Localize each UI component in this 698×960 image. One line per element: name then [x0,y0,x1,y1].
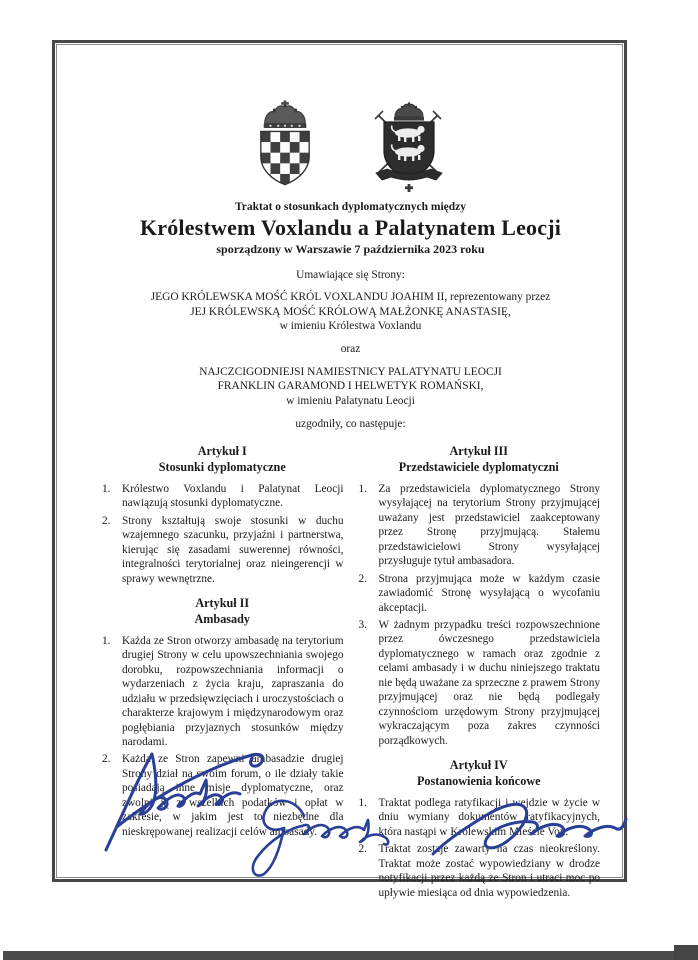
party-leocja-line: NAJCZCIGODNIEJSI NAMIESTNICY PALATYNATU LEOCJI [199,365,502,378]
article-2-item: Każda ze Stron otworzy ambasadę na terytorium drugiej Strony w celu upowszechniania swojego dorobku, rozpowszechniania informacji o wydarzeniach z życia kraju, zapraszania do udziału w przedsięwzięciach i uroczystościach o charakterze krajowym i międzynarodowym oraz pogłębiania przyjaznych stosunków między narodami. [122,634,344,749]
article-4-heading: Artykuł IV [449,758,508,773]
signature-garamond [240,790,405,882]
treaty-title: Królestwem Voxlandu a Palatynatem Leocji [139,215,562,240]
parties-intro: Umawiające się Strony: [296,269,405,281]
article-4-item: Traktat zostaje zawarty na czas nieokreślony. Traktat może zostać wypowiedziany w drodze notyfikacji przez każdą ze Stron i utraci moc po upływie miesiąca od dnia wypowiedzenia. [378,843,600,899]
article-3-item: Za przedstawiciela dyplomatycznego Strony wysyłającej na terytorium Strony przyjmującej uważany jest przedstawiciel zaakceptowany przez Stronę przyjmującą. Stałemu przedstawicielowi Strony wysyłającej przysługuje tytuł ambasadora. [378,482,600,568]
article-1-heading: Artykuł I [197,444,247,459]
article-1-items [101,482,344,586]
agreement-clause: uzgodniły, co następuje: [295,417,406,430]
article-3-heading: Artykuł III [449,444,509,459]
article-1-subheading: Stosunki dyplomatyczne [158,460,286,475]
article-4-item: Traktat podlega ratyfikacji i wejdzie w życie w dniu wymiany dokumentów ratyfikacyjnych, która nastąpi w Królewskim Mieście Vox. [378,796,600,838]
preamble [101,268,600,431]
party-voxland-line: JEJ KRÓLEWSKĄ MOŚĆ KRÓLOWĄ MAŁŻONKĘ ANASTASIĘ, [190,305,511,318]
party-leocja-line: w imieniu Palatynatu Leocji [286,394,415,407]
article-2-item: Każda ze Stron zapewni ambasadzie drugiej Strony dział na swoim forum, o ile działy takie posiadają inne misje dyplomatyczne, oraz zwolni ją z wszelkich podatków i opłat w zakresie, w jakim jest to niezbędne dla nieskrępowanej realizacji celów ambasady. [122,753,344,838]
article-1-item: Strony kształtują swoje stosunki w duchu wzajemnego szacunku, przyjaźni i partnerstwa, kierując się zasadami suwerennej równości, integralności terytorialnej oraz nieingerencji w sprawy wewnętrzne. [122,514,344,585]
voxland-coat-of-arms-icon [255,99,315,187]
signature-romanski [425,792,630,877]
conjunction: oraz [340,343,361,356]
article-3-items [358,482,601,748]
party-voxland-line: JEGO KRÓLEWSKA MOŚĆ KRÓL VOXLANDU JOAHIM II, reprezentowany przez [150,291,551,304]
article-1-item: Królestwo Voxlandu i Palatynat Leocji nawiązują stosunki dyplomatyczne. [122,482,344,510]
article-2-subheading: Ambasady [194,611,251,626]
scan-page-edge [3,951,698,960]
article-3-item: W żadnym przypadku treści rozpowszechnione przez ówczesnego przedstawiciela dyplomatycznego w ramach oraz zgodnie z celami ambasady i w duchu niniejszego traktatu nie będą uważane za sprzeczne z prawem Strony przyjmującej oraz nie będą podlegały czynnościom urzędowym Strony przyjmującej wykraczającym poza zakres czynności porządkowych. [378,619,600,747]
party-voxland [101,290,600,333]
party-leocja [101,365,600,408]
treaty-subtitle: sporządzony w Warszawie 7 października 2023 roku [216,242,485,256]
article-3-item: Strona przyjmująca może w każdym czasie zawiadomić Stronę wysyłającą o wycofaniu akceptacji. [378,572,600,614]
party-voxland-line: w imieniu Królestwa Voxlandu [279,320,422,333]
article-4-subheading: Postanowienia końcowe [416,773,541,788]
article-2-heading: Artykuł II [195,596,250,611]
article-1 [101,444,344,586]
coat-of-arms-row [101,99,600,193]
scan-page-corner [674,945,698,960]
leocja-coat-of-arms-icon [369,99,447,193]
party-leocja-line: FRANKLIN GARAMOND I HELWETYK ROMAŃSKI, [217,380,484,393]
article-3-subheading: Przedstawiciele dyplomatyczni [398,460,559,475]
treaty-pretitle: Traktat o stosunkach dyplomatycznych między [234,201,467,213]
article-3 [358,444,601,748]
